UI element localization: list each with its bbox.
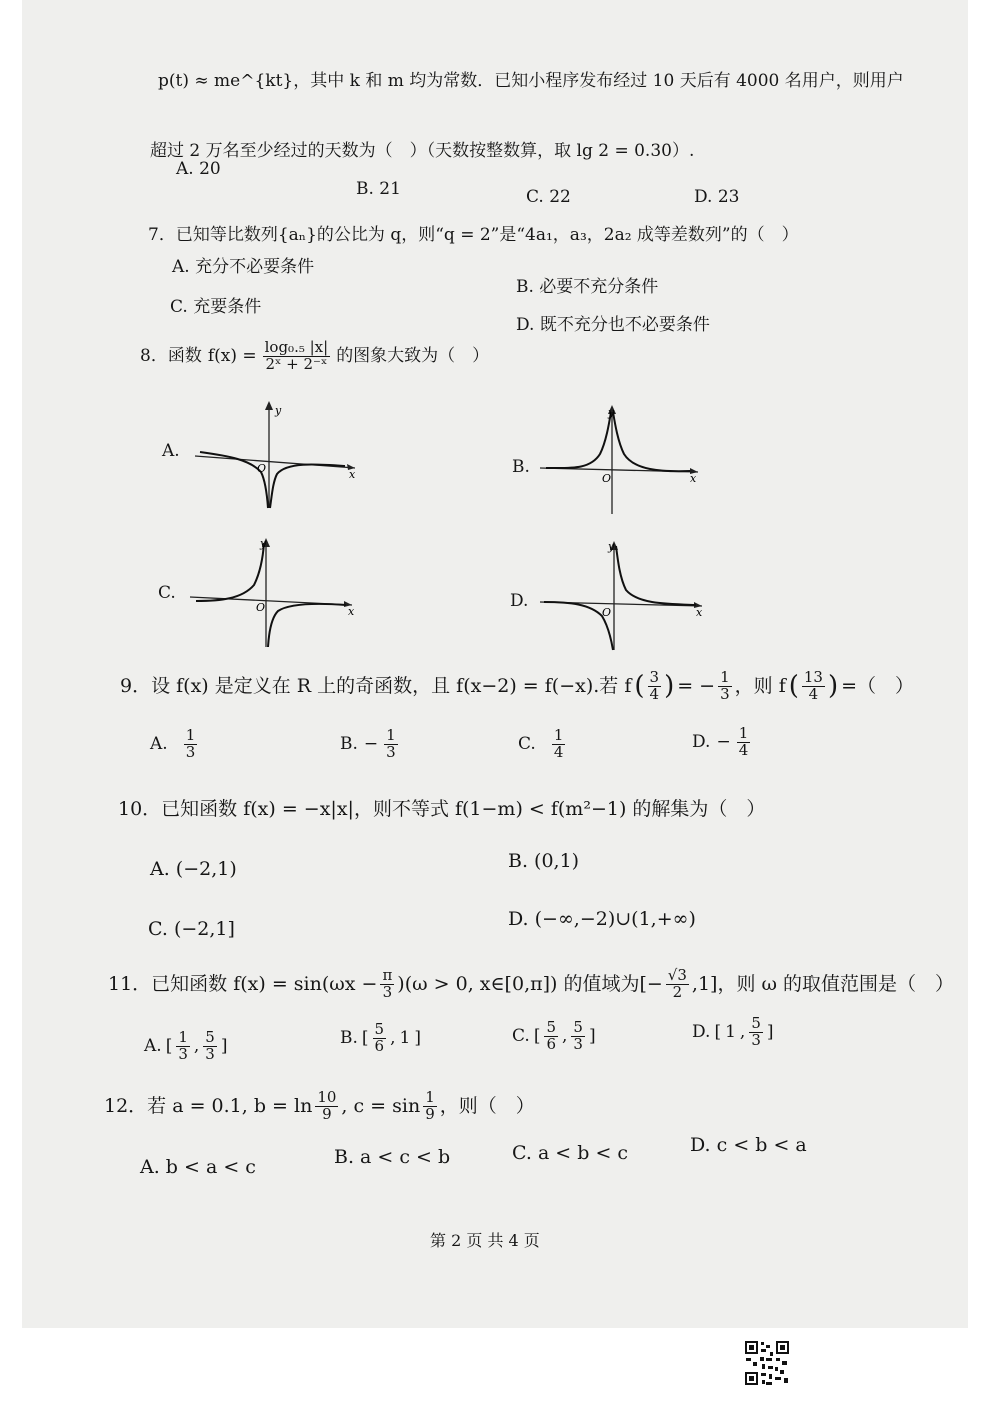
q10-stem: 10．已知函数 f(x) = −x|x|，则不等式 f(1−m) < f(m²−1) 的解集为（ ） xyxy=(118,798,766,820)
q8-b-y-label: y xyxy=(608,406,615,419)
q8-d-origin: O xyxy=(602,606,612,619)
q8-b-origin: O xyxy=(602,472,612,485)
q7-option-c: C. 充要条件 xyxy=(170,297,262,317)
q9-stem-c: ，则 f xyxy=(734,675,786,698)
q12-option-b: B. a < c < b xyxy=(334,1146,451,1168)
q8-graph-a xyxy=(195,398,360,513)
q8-graph-c xyxy=(190,535,360,650)
q6-line1: p(t) ≈ me^{kt}，其中 k 和 m 均为常数．已知小程序发布经过 10 天后有 4000 名用户，则用户 xyxy=(158,71,904,91)
q11-stem-c: ,1]，则 ω 的取值范围是（ ） xyxy=(691,973,955,996)
q11-stem-b: )(ω > 0, x∈[0,π]) 的值域为[− xyxy=(397,973,663,996)
q8-option-b-label: B. xyxy=(512,457,530,477)
q12-stem-a: 12．若 a = 0.1, b = ln xyxy=(104,1095,313,1118)
q10-option-c: C. (−2,1] xyxy=(148,918,235,940)
q12-stem-c: ，则（ ） xyxy=(439,1095,535,1118)
q10-option-d: D. (−∞,−2)∪(1,+∞) xyxy=(508,908,696,930)
q9-paren-close-2: ) xyxy=(827,671,839,702)
q10-option-a: A. (−2,1) xyxy=(150,858,237,880)
q11-root-frac: $\frac{√3}{2}$ xyxy=(667,966,687,1001)
q11-option-b: B. [ $\frac{5}{6}$ , 1 ] xyxy=(340,1020,421,1055)
q8-graph-d xyxy=(540,538,710,653)
q9-stem xyxy=(120,670,914,703)
q9-stem-a: 9．设 f(x) 是定义在 R 上的奇函数，且 f(x−2) = f(−x).若 f xyxy=(120,675,632,698)
q8-d-x-label: x xyxy=(696,606,703,619)
q8-c-y-label: y xyxy=(260,537,267,550)
q12-stem xyxy=(104,1090,535,1123)
q7-stem: 7．已知等比数列{aₙ}的公比为 q，则“q = 2”是“4a₁，a₃，2a₂ 成等差数列”的（ ） xyxy=(148,225,799,245)
q11-stem xyxy=(108,968,954,1001)
q7-option-d: D. 既不充分也不必要条件 xyxy=(516,315,710,335)
q10-option-b: B. (0,1) xyxy=(508,850,580,872)
q8-option-d-label: D. xyxy=(510,591,529,611)
q9-frac2: $\frac{1}{3}$ xyxy=(720,668,730,703)
q8-graph-b xyxy=(540,402,705,517)
q6-option-a: A. 20 xyxy=(176,159,221,179)
q9-option-a: A. $\frac{1}{3}$ xyxy=(150,726,196,761)
q8-option-c-label: C. xyxy=(158,583,176,603)
q8-a-x-label: x xyxy=(349,468,356,481)
q8-denominator: 2ˣ + 2⁻ˣ xyxy=(265,354,328,373)
q8-stem xyxy=(140,340,489,373)
q9-frac1: $\frac{3}{4}$ xyxy=(649,668,660,703)
q7-option-a: A. 充分不必要条件 xyxy=(172,257,315,277)
q6-option-c: C. 22 xyxy=(526,187,571,207)
q12-c-frac: $\frac{1}{9}$ xyxy=(425,1088,435,1123)
q9-option-c: C. $\frac{1}{4}$ xyxy=(518,726,564,761)
q9-option-b: B. − $\frac{1}{3}$ xyxy=(340,726,396,761)
q8-number: 8．函数 xyxy=(140,346,202,367)
exam-page xyxy=(22,0,968,1328)
q6-option-d: D. 23 xyxy=(694,187,740,207)
q8-a-y-label: y xyxy=(275,404,282,417)
q12-option-d: D. c < b < a xyxy=(690,1134,807,1156)
q11-pi-frac: $\frac{\pi}{3}$ xyxy=(382,966,393,1001)
q9-stem-d: =（ ） xyxy=(841,675,915,698)
q9-frac3: $\frac{13}{4}$ xyxy=(803,668,823,703)
q8-option-a-label: A. xyxy=(162,441,180,461)
q9-paren-open-1: ( xyxy=(634,671,645,702)
q8-a-origin: O xyxy=(257,462,267,475)
qr-code-icon xyxy=(744,1340,790,1386)
q6-option-b: B. 21 xyxy=(356,179,401,199)
q9-stem-b: = − xyxy=(677,675,716,698)
q8-tail: 的图象大致为（ ） xyxy=(336,346,490,367)
q9-option-d: D. − $\frac{1}{4}$ xyxy=(692,724,749,759)
q8-c-origin: O xyxy=(256,601,266,614)
q9-paren-close-1: ) xyxy=(664,671,675,702)
q11-option-c: C. [ $\frac{5}{6}$ , $\frac{5}{3}$ ] xyxy=(512,1018,596,1053)
q12-b-frac: $\frac{10}{9}$ xyxy=(317,1088,337,1123)
q7-option-b: B. 必要不充分条件 xyxy=(516,277,659,297)
q8-numerator: log₀.₅ |x| xyxy=(264,338,329,356)
q12-stem-b: , c = sin xyxy=(341,1095,421,1118)
q12-option-c: C. a < b < c xyxy=(512,1142,629,1164)
q8-b-x-label: x xyxy=(690,472,697,485)
q11-option-a: A. [ $\frac{1}{3}$ , $\frac{5}{3}$ ] xyxy=(144,1028,228,1063)
q8-fx: f(x) = xyxy=(207,346,257,367)
q8-fraction xyxy=(263,340,331,373)
page-footer: 第 2 页 共 4 页 xyxy=(430,1231,540,1250)
q11-option-d: D. [ 1 , $\frac{5}{3}$ ] xyxy=(692,1014,774,1049)
q12-option-a: A. b < a < c xyxy=(140,1156,256,1178)
q9-paren-open-2: ( xyxy=(788,671,799,702)
q8-d-y-label: y xyxy=(608,540,615,553)
q8-c-x-label: x xyxy=(348,605,355,618)
q6-line2: 超过 2 万名至少经过的天数为（ ）（天数按整数算，取 lg 2 = 0.30）. xyxy=(150,141,695,161)
q11-stem-a: 11．已知函数 f(x) = sin(ωx − xyxy=(108,973,378,996)
